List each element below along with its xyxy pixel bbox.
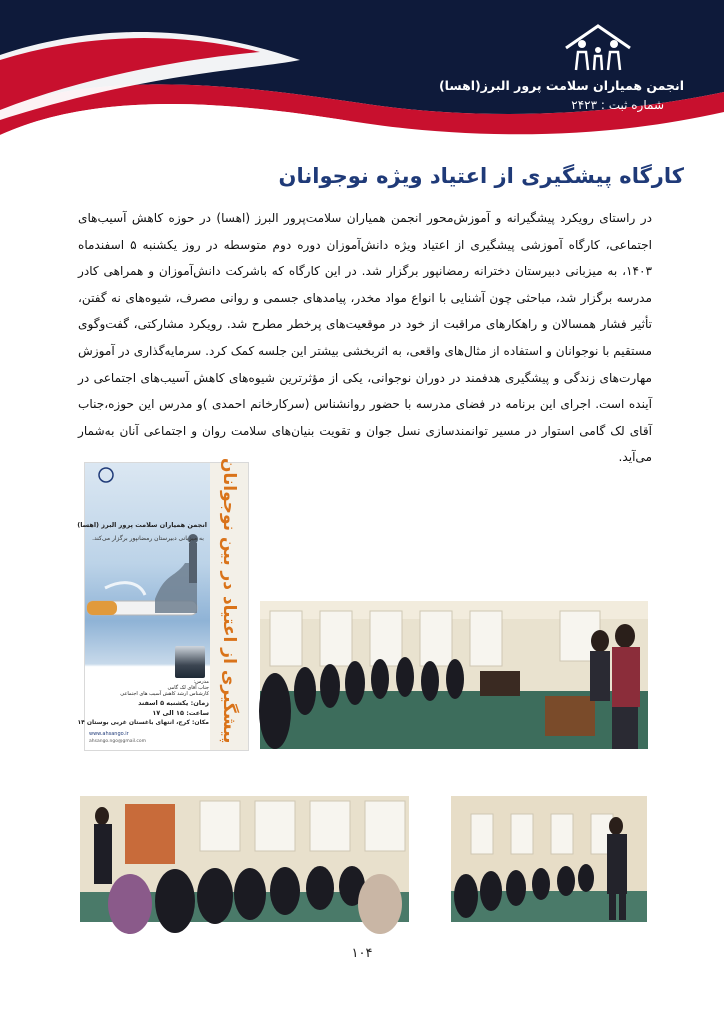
workshop-photo-1 (260, 601, 648, 749)
poster-org: انجمن همیاران سلامت پرور البرز (اهسا) (77, 521, 207, 529)
speaker-photo (175, 646, 205, 678)
family-house-icon (560, 22, 636, 74)
poster-speaker-title: کارشناس ارشد کاهش آسیب های اجتماعی (120, 691, 209, 697)
workshop-photo-2 (80, 796, 409, 922)
poster-time: ساعت: ۱۵ الی ۱۷ (152, 709, 209, 717)
poster-website: www.ahsango.ir (89, 731, 129, 737)
poster-speaker-label: مدرس: (193, 679, 209, 685)
poster-illustration (77, 463, 210, 668)
poster-host-line: به میزبانی دبیرستان رمضانپور برگزار می‌کند. (92, 535, 204, 542)
page-number: ۱۰۴ (351, 946, 373, 961)
event-poster (77, 457, 248, 750)
organization-name: انجمن همیاران سلامت پرور البرز(اهسا) (438, 78, 684, 93)
article-paragraph: در راستای رویکرد پیشگیرانه و آموزش‌محور انجمن همیاران سلامت‌پرور البرز (اهسا) در حوزه کاهش آسیب‌های اجتماعی، کارگاه آموزشی پیشگیری از اعتیاد ویژه دانش‌آموزان دوره دوم متوسطه در روز یکشنبه ۵ اسفندماه ۱۴۰۳، به میزبانی دبیرستان دخترانه رمضانپور برگزار شد. در این کارگاه که باشرکت دانش‌آموزان و همراهی کادر مدرسه برگزار شد، مباحثی چون آشنایی با انواع مواد مخدر، پیامدهای جسمی و روانی مصرف، شیوه‌های نه گفتن، تأثیر فشار همسالان و راهکارهای مراقبت از خود در موقعیت‌های پرخطر مطرح شد. رویکرد مشارکتی، گفت‌وگوی مستقیم با نوجوانان و استفاده از مثال‌های واقعی، به اثربخشی بیشتر این جلسه کمک کرد. سرمایه‌گذاری در آموزش مهارت‌های زندگی و پیشگیری هدفمند در دوران نوجوانی، یکی از مؤثرترین شیوه‌های کاهش آسیب‌های اجتماعی در آینده است. اجرای این برنامه در فضای مدرسه با حضور روانشناس (سرکارخانم احمدی )و مدرس این حوزه،جناب آقای لک گامی استوار در مسیر توانمندسازی نسل جوان و تقویت بنیان‌های سلامت روان و اجتماعی آنان به‌شمار می‌آید. (78, 211, 653, 465)
poster-place: مکان: کرج، انتهای باغستان غربی بوستان ۱۴ (77, 719, 209, 726)
poster-date: زمان: یکشنبه ۵ اسفند (138, 699, 209, 707)
poster-email: ahsango.ngo@gmail.com (89, 739, 147, 744)
page-header (0, 0, 724, 175)
article-title: کارگاه پیشگیری از اعتیاد ویژه نوجوانان (278, 164, 684, 188)
poster-speaker-name: جناب آقای لک گامی (167, 685, 209, 691)
poster-vertical-title: پیشگیری از اعتیاد در بین نوجوانان (219, 457, 239, 743)
workshop-photo-3 (451, 796, 647, 922)
registration-number: شماره ثبت : ۲۴۲۳ (571, 98, 664, 112)
